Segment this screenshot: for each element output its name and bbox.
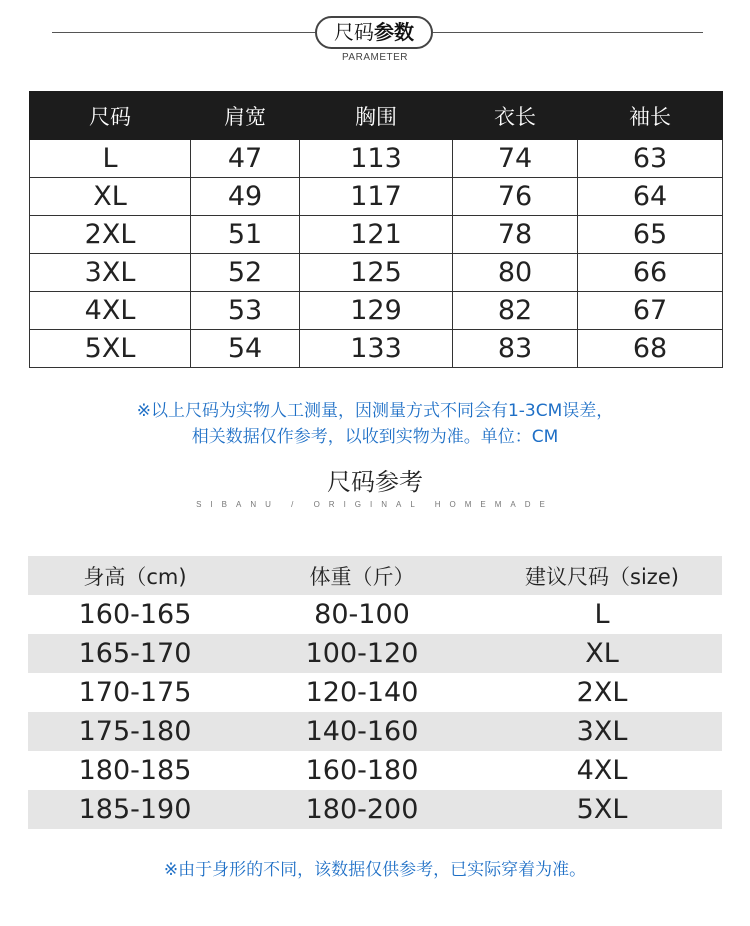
table-cell: 121 bbox=[300, 216, 453, 254]
table-cell: 4XL bbox=[576, 755, 628, 786]
table-row bbox=[28, 595, 722, 634]
table-cell: 76 bbox=[453, 178, 578, 216]
table-row bbox=[28, 712, 722, 751]
table-cell: 5XL bbox=[576, 794, 628, 825]
header-cell-size: 尺码 bbox=[30, 92, 191, 140]
table-cell: 4XL bbox=[30, 292, 191, 330]
table-cell: 64 bbox=[578, 178, 723, 216]
table-cell: 160-165 bbox=[78, 599, 192, 630]
size-reference-table bbox=[28, 556, 722, 829]
table-cell: 65 bbox=[578, 216, 723, 254]
table-cell: 52 bbox=[191, 254, 300, 292]
table-cell: 160-180 bbox=[305, 755, 419, 786]
table-cell: 180-185 bbox=[78, 755, 192, 786]
table-cell: 180-200 bbox=[305, 794, 419, 825]
header-cell-shoulder: 肩宽 bbox=[191, 92, 300, 140]
header-right-line bbox=[433, 32, 703, 33]
table-cell: XL bbox=[30, 178, 191, 216]
table-cell: XL bbox=[585, 638, 619, 669]
table-cell: 2XL bbox=[576, 677, 628, 708]
size-table-header-row bbox=[30, 92, 723, 140]
parameter-subtitle: PARAMETER bbox=[342, 52, 408, 63]
table-cell: 66 bbox=[578, 254, 723, 292]
table-cell: 68 bbox=[578, 330, 723, 368]
body-shape-note: ※由于身形的不同，该数据仅供参考，已实际穿着为准。 bbox=[163, 860, 587, 880]
header-cell-length: 衣长 bbox=[453, 92, 578, 140]
table-cell: 185-190 bbox=[78, 794, 192, 825]
table-cell: 165-170 bbox=[78, 638, 192, 669]
measurement-note-line1: ※以上尺码为实物人工测量，因测量方式不同会有1-3CM误差， bbox=[136, 401, 614, 421]
table-row bbox=[30, 178, 723, 216]
table-cell: 83 bbox=[453, 330, 578, 368]
measurement-note-line2: 相关数据仅作参考，以收到实物为准。单位：CM bbox=[191, 427, 559, 447]
table-cell: L bbox=[594, 599, 610, 630]
size-reference-subtitle: SIBANU / ORIGINAL HOMEMADE bbox=[196, 500, 554, 509]
table-cell: 63 bbox=[578, 140, 723, 178]
table-cell: 67 bbox=[578, 292, 723, 330]
table-cell: 51 bbox=[191, 216, 300, 254]
table-row bbox=[30, 254, 723, 292]
table-row bbox=[28, 634, 722, 673]
reference-header-row bbox=[28, 556, 722, 595]
parameter-title-pill bbox=[315, 16, 433, 49]
table-cell: 80 bbox=[453, 254, 578, 292]
table-row bbox=[30, 292, 723, 330]
table-cell: 175-180 bbox=[78, 716, 192, 747]
size-parameter-table bbox=[29, 91, 723, 368]
table-row bbox=[30, 140, 723, 178]
table-cell: 2XL bbox=[30, 216, 191, 254]
table-cell: 125 bbox=[300, 254, 453, 292]
table-cell: L bbox=[30, 140, 191, 178]
header-cell-suggested-size: 建议尺码（size) bbox=[525, 564, 679, 589]
table-row bbox=[28, 751, 722, 790]
table-cell: 129 bbox=[300, 292, 453, 330]
table-row bbox=[28, 790, 722, 829]
title-plain: 尺码 bbox=[334, 20, 374, 44]
header-cell-chest: 胸围 bbox=[300, 92, 453, 140]
table-cell: 74 bbox=[453, 140, 578, 178]
table-cell: 54 bbox=[191, 330, 300, 368]
table-row bbox=[30, 330, 723, 368]
table-row bbox=[30, 216, 723, 254]
table-cell: 113 bbox=[300, 140, 453, 178]
table-cell: 80-100 bbox=[314, 599, 410, 630]
header-cell-height: 身高（cm) bbox=[83, 564, 187, 589]
title-bold: 参数 bbox=[374, 20, 414, 44]
table-cell: 47 bbox=[191, 140, 300, 178]
header-left-line bbox=[52, 32, 315, 33]
table-cell: 5XL bbox=[30, 330, 191, 368]
table-cell: 117 bbox=[300, 178, 453, 216]
header-cell-weight: 体重（斤） bbox=[309, 564, 415, 589]
size-reference-title: 尺码参考 bbox=[327, 468, 423, 496]
table-cell: 78 bbox=[453, 216, 578, 254]
table-cell: 120-140 bbox=[305, 677, 419, 708]
table-cell: 100-120 bbox=[305, 638, 419, 669]
table-cell: 3XL bbox=[576, 716, 628, 747]
table-cell: 82 bbox=[453, 292, 578, 330]
table-cell: 133 bbox=[300, 330, 453, 368]
table-cell: 49 bbox=[191, 178, 300, 216]
table-row bbox=[28, 673, 722, 712]
table-cell: 53 bbox=[191, 292, 300, 330]
header-cell-sleeve: 袖长 bbox=[578, 92, 723, 140]
table-cell: 140-160 bbox=[305, 716, 419, 747]
table-cell: 3XL bbox=[30, 254, 191, 292]
table-cell: 170-175 bbox=[78, 677, 192, 708]
